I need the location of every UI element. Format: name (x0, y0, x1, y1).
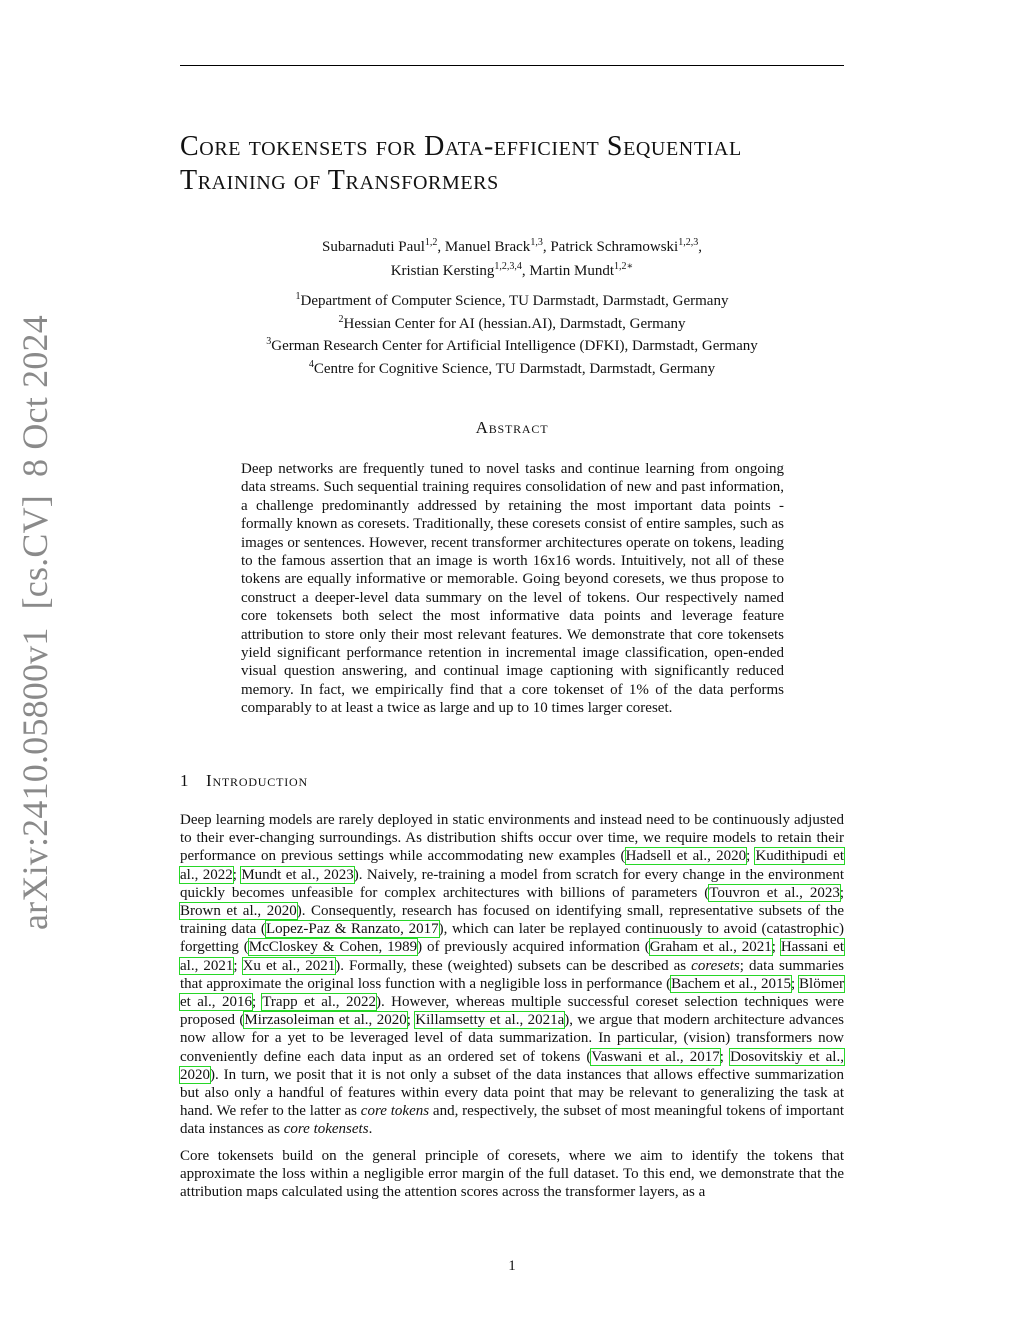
affiliation-number: 3 (266, 336, 272, 347)
emphasized-term: core tokensets (283, 1121, 369, 1138)
author-affiliation-mark: 1,3 (530, 237, 543, 248)
citation-link[interactable]: Mirzasoleiman et al., 2020 (244, 1012, 407, 1029)
page-number: 1 (508, 1258, 516, 1274)
section-number: 1 (180, 771, 190, 790)
citation-link[interactable]: Vaswani et al., 2017 (591, 1048, 720, 1065)
affiliation-number: 2 (338, 313, 344, 325)
emphasized-term: core tokens (360, 1103, 430, 1120)
section-heading (180, 771, 308, 791)
author-list (180, 233, 844, 281)
affiliation (180, 311, 844, 334)
citation-link[interactable]: Hassani et al., 2021 (180, 939, 845, 974)
abstract-heading: Abstract (475, 418, 549, 437)
emphasized-term: coresets (691, 957, 740, 974)
citation-link[interactable]: Brown et al., 2020 (180, 903, 297, 920)
title-line-1: Core tokensets for Data-efficient Sequential (180, 131, 742, 162)
citation-link[interactable]: Trapp et al., 2022 (262, 994, 376, 1011)
author-name: Subarnaduti Paul (322, 239, 425, 255)
affiliation-text: German Research Center for Artificial Intelligence (DFKI), Darmstadt, Germany (271, 338, 758, 354)
citation-link[interactable]: Graham et al., 2021 (649, 939, 772, 956)
arxiv-category: [cs.CV] (15, 495, 55, 610)
section-title: Introduction (206, 771, 308, 790)
arxiv-stamp (14, 315, 74, 930)
affiliation-text: Department of Computer Science, TU Darmstadt, Darmstadt, Germany (300, 293, 729, 309)
arxiv-date: 8 Oct 2024 (15, 315, 55, 478)
paper-title (180, 130, 860, 198)
citation-link[interactable]: Killamsetty et al., 2021a (415, 1012, 565, 1029)
citation-link[interactable]: Blömer et al., 2016 (180, 975, 845, 1011)
affiliation-number: 4 (308, 358, 314, 370)
author-affiliation-mark: 1,2,3,4 (494, 261, 522, 272)
citation-link[interactable]: Mundt et al., 2023 (241, 866, 354, 883)
intro-paragraph-2: Core tokensets build on the general principle of coresets, where we aim to identify the tokens that approximate the loss within a negligible error margin of the full dataset. To this end, we demonstrate that the attribution maps calculated using the attention scores across the transformer layers, as a (180, 1147, 844, 1201)
affiliation-text: Centre for Cognitive Science, TU Darmstadt, Darmstadt, Germany (313, 360, 716, 377)
author-name: Patrick Schramowski (550, 239, 679, 255)
affiliation (180, 333, 844, 356)
affiliation-number: 1 (295, 291, 301, 302)
citation-link[interactable]: Lopez-Paz & Ranzato, 2017 (265, 921, 439, 938)
author-name: Kristian Kersting (390, 263, 495, 279)
arxiv-id: arXiv:2410.05800v1 (15, 627, 55, 930)
affiliation (180, 288, 844, 311)
author-line-2: Kristian Kersting$^{1,2,3,4}$, Martin Mundt$^{1,2∗}$ (390, 261, 634, 279)
affiliation (180, 356, 844, 379)
introduction-body (180, 811, 844, 1209)
affiliation-list (180, 288, 844, 378)
author-name: Manuel Brack (444, 239, 531, 255)
author-affiliation-mark: 1,2 (424, 237, 438, 248)
author-name: Martin Mundt (529, 263, 615, 279)
top-rule (180, 65, 844, 66)
abstract-text: Deep networks are frequently tuned to novel tasks and continue learning from ongoing data streams. Such sequential training requires consolidation of new and past information, a challenge predominantly addressed by retaining the most important data points - formally known as coresets. Traditionally, these coresets consist of entire samples, such as images or sentences. However, recent transformer architectures operate on tokens, leading to the famous assertion that an image is worth 16x16 words. Intuitively, not all of these tokens are equally informative or memorable. Going beyond coresets, we thus propose to construct a deeper-level data summary on the level of tokens. Our respectively named core tokensets both select the most informative data points and leverage feature attribution to store only their most relevant features. We demonstrate that core tokensets yield significant performance retention in incremental image classification, open-ended visual question answering, and continual image captioning with significantly reduced memory. In fact, we empirically find that a core tokenset of 1% of the data performs comparably to at least a twice as large and up to 10 times larger coreset. (241, 461, 784, 717)
citation-link[interactable]: Touvron et al., 2023 (709, 884, 840, 901)
citation-link[interactable]: Hadsell et al., 2020 (625, 848, 747, 865)
affiliation-text: Hessian Center for AI (hessian.AI), Darmstadt, Germany (343, 315, 686, 332)
title-line-2: Training of Transformers (180, 165, 499, 196)
citation-link[interactable]: McCloskey & Cohen, 1989 (248, 939, 418, 956)
citation-link[interactable]: Xu et al., 2021 (242, 957, 336, 974)
author-affiliation-mark: 1,2∗ (614, 261, 634, 272)
citation-link[interactable]: Dosovitskiy et al., 2020 (180, 1048, 844, 1083)
citation-link[interactable]: Bachem et al., 2015 (671, 975, 791, 992)
intro-paragraph-1: Deep learning models are rarely deployed in static environments and instead need to be continuously adjusted to their ever-changing surroundings. As distribution shifts occur over time, we require models to retain their performance on previous settings while accommodating new examples (Hadsell et al., 2020; Kudithipudi et al., 2022; Mundt et al., 2023). Naively, re-training a model from scratch for every change in the environment quickly becomes unfeasible for complex architectures with billions of parameters (Touvron et al., 2023; Brown et al., 2020). Consequently, research has focused on identifying small, representative subsets of the training data (Lopez-Paz & Ranzato, 2017), which can later be replayed continuously to avoid (catastrophic) forgetting (McCloskey & Cohen, 1989) of previously acquired information (Graham et al., 2021; Hassani et al., 2021; Xu et al., 2021). Formally, these (weighted) subsets can be described as coresets; data summaries that approximate the original loss function with a negligible loss in performance (Bachem et al., 2015; Blömer et al., 2016; Trapp et al., 2022). However, whereas multiple successful coreset selection techniques were proposed (Mirzasoleiman et al., 2020; Killamsetty et al., 2021a), we argue that modern architecture advances now allow for a yet to be leveraged level of data summarization. In particular, (vision) transformers now conveniently define each data input as an ordered set of tokens (Vaswani et al., 2017; Dosovitskiy et al., 2020). In turn, we posit that it is not only a subset of the data instances that allows effective summarization but also only a handful of features within every data point that may be relevant to generalizing the task at hand. We refer to the latter as core tokens and, respectively, the subset of most meaningful tokens of important data instances as core tokensets. (180, 812, 845, 1138)
citation-link[interactable]: Kudithipudi et al., 2022 (180, 848, 844, 883)
author-line-1: Subarnaduti Paul$^{1,2}$, Manuel Brack$^{1,3}$, Patrick Schramowski$^{1,2,3}$, (322, 237, 702, 255)
author-affiliation-mark: 1,2,3 (678, 237, 699, 248)
